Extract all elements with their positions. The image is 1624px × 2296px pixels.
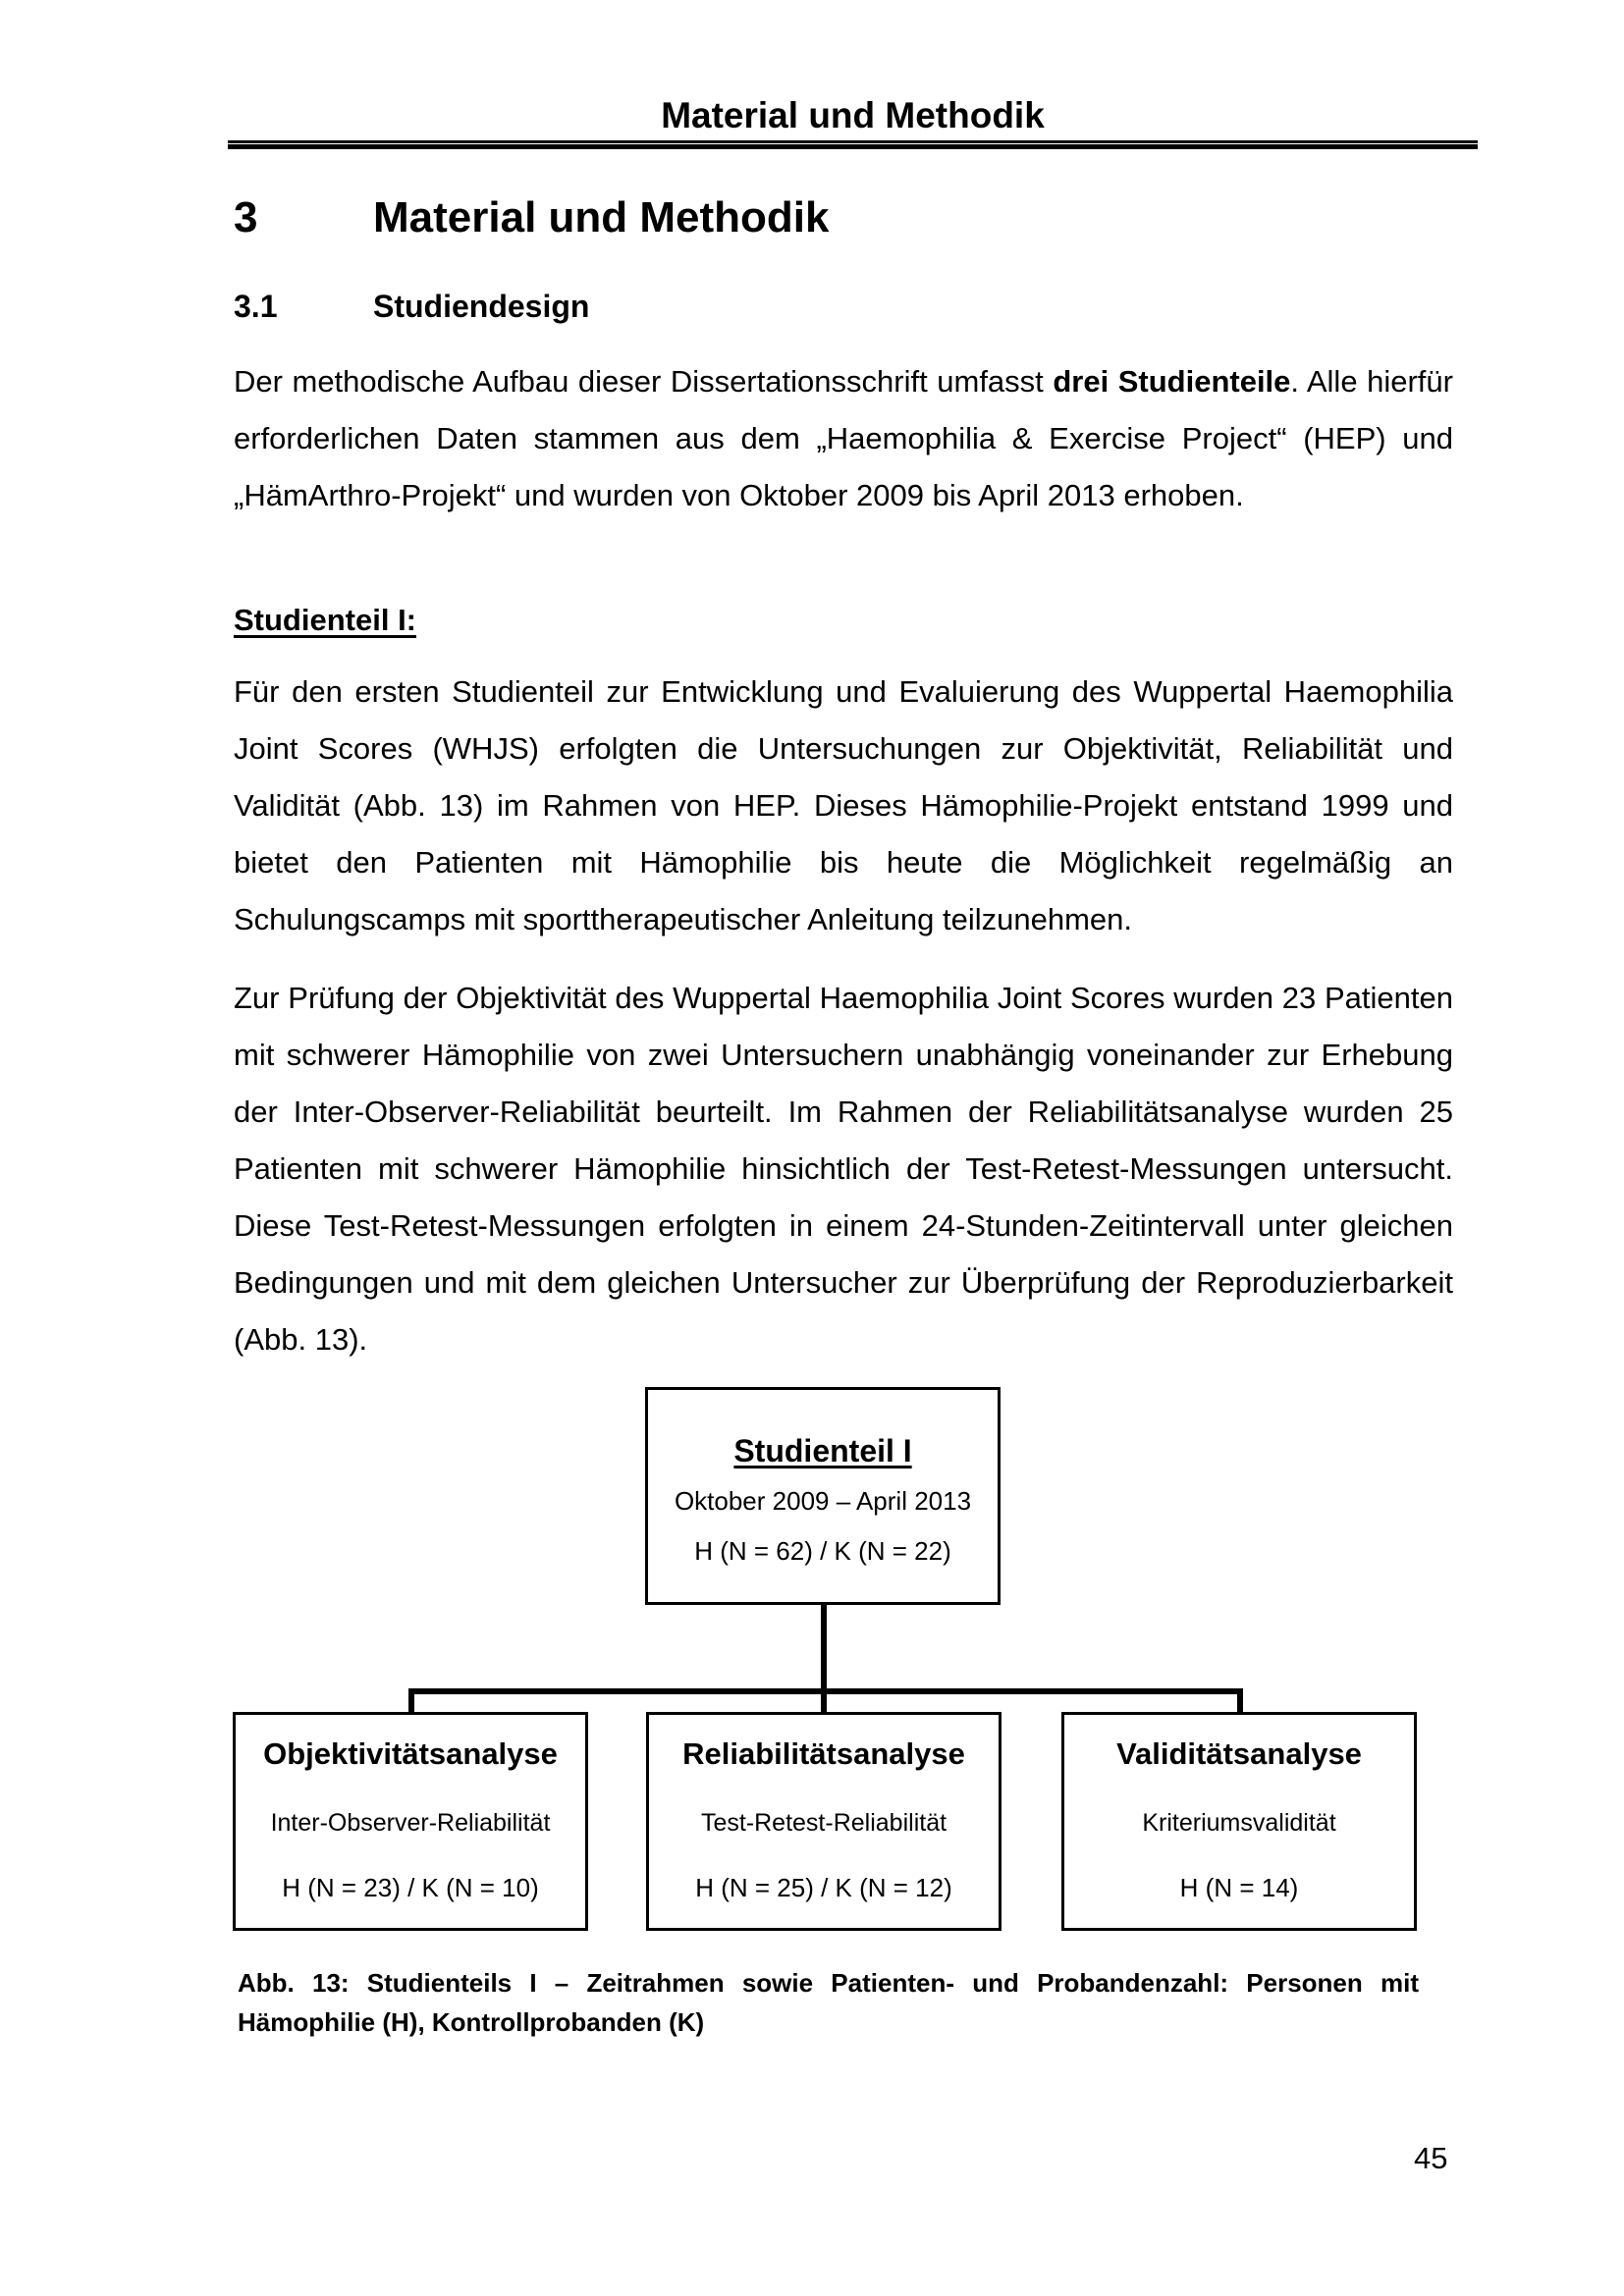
figure-caption: Abb. 13: Studienteils I – Zeitrahmen sowie Patienten- und Probandenzahl: Personen mit Hämophilie (H), Kontrollprobanden (K) [238, 1968, 1419, 2037]
diagram-box-subtitle: Test-Retest-Reliabilität [700, 1809, 947, 1837]
diagram-box-reliability [646, 1712, 1001, 1931]
diagram-root-box [645, 1387, 1001, 1605]
paragraph-intro [234, 353, 1453, 524]
connector-left-stub [408, 1688, 414, 1714]
paragraph-intro-text-b: . Alle hierfür erforderlichen Daten stammen aus dem „Haemophilia & Exercise Project“ (HEP) und „HämArthro-Projekt“ und wurden von Oktober 2009 bis April 2013 erhoben. [234, 364, 1453, 512]
diagram-root-counts: H (N = 62) / K (N = 22) [694, 1536, 951, 1566]
diagram-box-counts: H (N = 25) / K (N = 12) [695, 1873, 952, 1902]
chapter-title: Material und Methodik [373, 193, 830, 241]
diagram-box-counts: H (N = 14) [1179, 1873, 1299, 1902]
diagram-box-title: Reliabilitätsanalyse [682, 1736, 965, 1771]
connector-main-vertical [821, 1604, 827, 1714]
header-rule-thin [228, 140, 1478, 143]
chapter-number: 3 [234, 193, 258, 241]
diagram-root-period: Oktober 2009 – April 2013 [674, 1486, 972, 1516]
diagram-box-objectivity [233, 1712, 588, 1931]
connector-horizontal [408, 1688, 1243, 1694]
paragraph-intro-text-a: Der methodische Aufbau dieser Dissertationsschrift umfasst [234, 364, 1054, 399]
diagram-box-validity [1061, 1712, 1417, 1931]
diagram-box-subtitle: Inter-Observer-Reliabilität [270, 1809, 551, 1837]
connector-right-stub [1237, 1688, 1243, 1714]
header-rule-thick [228, 144, 1478, 149]
section-number: 3.1 [234, 289, 278, 324]
diagram-box-subtitle: Kriteriumsvalidität [1142, 1809, 1336, 1837]
section-title: Studiendesign [373, 289, 590, 324]
diagram-root-title: Studienteil I [733, 1433, 912, 1468]
subheading-studienteil-1: Studienteil I: [234, 603, 416, 637]
diagram-box-counts: H (N = 23) / K (N = 10) [282, 1873, 539, 1902]
page-number: 45 [1414, 2141, 1448, 2175]
paragraph-objectivity: Zur Prüfung der Objektivität des Wuppertal Haemophilia Joint Scores wurden 23 Patienten mit schwerer Hämophilie von zwei Untersuchern unabhängig voneinander zur Erhebung der Inter-Observer-Reliabilität beurteilt. Im Rahmen der Reliabilitätsanalyse wurden 25 Patienten mit schwerer Hämophilie hinsichtlich der Test-Retest-Messungen untersucht. Diese Test-Retest-Messungen erfolgten in einem 24-Stunden-Zeitintervall unter gleichen Bedingungen und mit dem gleichen Untersucher zur Überprüfung der Reproduzierbarkeit (Abb. 13). [234, 981, 1453, 1357]
running-head: Material und Methodik [661, 95, 1045, 135]
paragraph-intro-bold: drei Studienteile [1053, 364, 1291, 399]
diagram-box-title: Validitätsanalyse [1116, 1736, 1362, 1771]
paragraph-studienteil-1: Für den ersten Studienteil zur Entwicklung und Evaluierung des Wuppertal Haemophilia Joint Scores (WHJS) erfolgten die Untersuchungen zur Objektivität, Reliabilität und Validität (Abb. 13) im Rahmen von HEP. Dieses Hämophilie-Projekt entstand 1999 und bietet den Patienten mit Hämophilie bis heute die Möglichkeit regelmäßig an Schulungscamps mit sporttherapeutischer Anleitung teilzunehmen. [234, 674, 1453, 936]
diagram-box-title: Objektivitätsanalyse [263, 1736, 558, 1771]
